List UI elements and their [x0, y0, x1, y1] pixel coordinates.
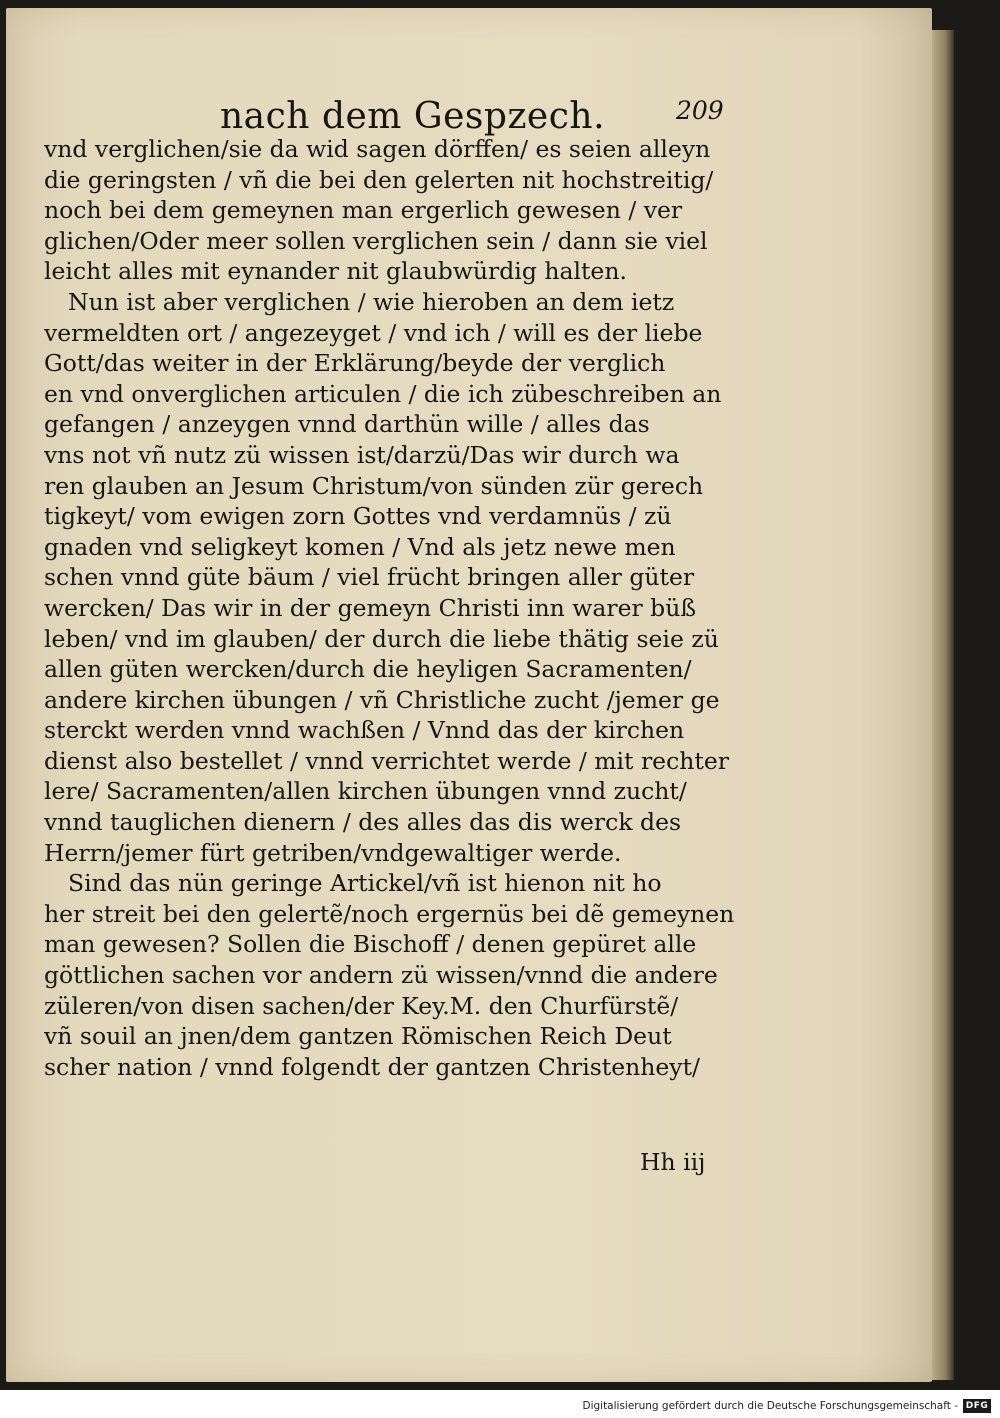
text-line: gefangen / anzeygen vnnd darthün wille / alles das: [44, 410, 650, 439]
text-line: sterckt werden vnnd wachßen / Vnnd das der kirchen: [44, 716, 685, 745]
text-line: wercken/ Das wir in der gemeyn Christi inn warer büß: [44, 593, 697, 622]
folio-number: 209: [676, 96, 724, 125]
text-line: vns not vñ nutz zü wissen ist/darzü/Das wir durch wa: [44, 440, 680, 469]
text-line: vñ souil an jnen/dem gantzen Römischen Reich Deut: [44, 1022, 672, 1051]
text-line: die geringsten / vñ die bei den gelerten nit hochstreitig/: [44, 165, 714, 194]
text-line: allen güten wercken/durch die heyligen Sacramenten/: [44, 655, 692, 684]
text-line: züleren/von disen sachen/der Key.M. den Churfürstẽ/: [44, 991, 679, 1020]
text-line: Nun ist aber verglichen / wie hieroben an dem ietz: [68, 287, 675, 316]
text-line: man gewesen? Sollen die Bischoff / denen gepüret alle: [44, 930, 697, 959]
page-fore-edge: [932, 30, 954, 1380]
text-line: andere kirchen übungen / vñ Christliche zucht /jemer ge: [44, 685, 720, 714]
signature-mark: Hh iij: [640, 1148, 706, 1176]
text-line: dienst also bestellet / vnnd verrichtet werde / mit rechter: [44, 746, 729, 775]
text-line: leben/ vnd im glauben/ der durch die liebe thätig seie zü: [44, 624, 719, 653]
text-line: vnd verglichen/sie da wid sagen dörffen/ es seien alleyn: [44, 135, 711, 163]
text-line: göttlichen sachen vor andern zü wissen/vnnd die andere: [44, 961, 718, 990]
text-line: scher nation / vnnd folgendt der gantzen Christenheyt/: [44, 1052, 700, 1081]
text-line: gnaden vnd seligkeyt komen / Vnd als jetz newe men: [44, 532, 676, 561]
body-text: [44, 134, 764, 1082]
text-line: Gott/das weiter in der Erklärung/beyde der verglich: [44, 349, 666, 378]
text-line: lere/ Sacramenten/allen kirchen übungen vnnd zucht/: [44, 777, 687, 806]
text-line: en vnd onverglichen articulen / die ich zübeschreiben an: [44, 379, 722, 408]
text-line: vermeldten ort / angezeyget / vnd ich / will es der liebe: [44, 318, 703, 347]
text-line: her streit bei den gelertẽ/noch ergernüs bei dẽ gemeynen: [44, 899, 735, 928]
text-line: Herrn/jemer fürt getriben/vndgewaltiger werde.: [44, 838, 622, 867]
text-line: tigkeyt/ vom ewigen zorn Gottes vnd verdamnüs / zü: [44, 502, 672, 531]
text-line: glichen/Oder meer sollen verglichen sein / dann sie viel: [44, 226, 708, 255]
text-line: Sind das nün geringe Artickel/vñ ist hienon nit ho: [68, 869, 662, 898]
text-line: ren glauben an Jesum Christum/von sünden zür gerech: [44, 471, 704, 500]
text-line: leicht alles mit eynander nit glaubwürdig halten.: [44, 257, 627, 286]
text-line: schen vnnd güte bäum / viel frücht bringen aller güter: [44, 563, 695, 592]
running-title: nach dem Gespzech.: [220, 96, 606, 137]
dfg-logo-icon: DFG: [963, 1399, 991, 1413]
text-line: noch bei dem gemeynen man ergerlich gewesen / ver: [44, 196, 683, 225]
footer-credit: Digitalisierung gefördert durch die Deutsche Forschungsgemeinschaft -: [582, 1400, 958, 1412]
text-line: vnnd tauglichen dienern / des alles das dis werck des: [44, 808, 682, 837]
